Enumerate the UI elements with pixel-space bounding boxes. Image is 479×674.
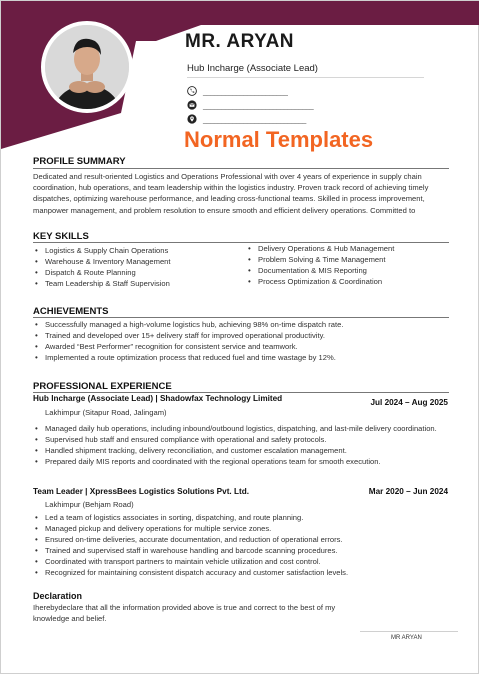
location-value: ____________________________ [203,114,306,124]
contact-phone [187,86,287,96]
email-icon [187,100,197,110]
job-duty-item: • Recognized for maintaining consistent dispatch accuracy and customer satisfaction levels. [33,567,348,578]
job-duty-item: • Trained and supervised staff in warehouse handling and barcode scanning procedures. [33,545,348,556]
declaration-line: Iherebydeclare that all the information provided above is true and correct to the best of my [33,603,336,612]
skill-item: • Warehouse & Inventory Management [33,256,171,267]
achievements-heading: ACHIEVEMENTS [33,306,109,317]
job-location: Lakhimpur (Behjam Road) [45,500,134,509]
job-duty-item: • Handled shipment tracking, delivery reconciliation, and customer escalation management. [33,445,437,456]
achievements-divider [33,317,449,318]
skill-item: • Dispatch & Route Planning [33,267,171,278]
declaration-heading: Declaration [33,591,83,601]
contact-location [187,114,306,124]
job-duty-item: • Managed daily hub operations, including inbound/outbound logistics, dispatching, and last-mile delivery coordination. [33,423,437,434]
experience-divider [33,392,449,393]
achievement-item: • Awarded “Best Performer” recognition for consistent service and teamwork. [33,341,343,352]
profile-heading: PROFILE SUMMARY [33,156,126,167]
declaration-line: knowledge and belief. [33,614,107,623]
email-value: ______________________________ [203,100,314,110]
skill-item: • Problem Solving & Time Management [246,254,394,265]
candidate-role: Hub Incharge (Associate Lead) [187,63,318,74]
skill-item: • Logistics & Supply Chain Operations [33,245,171,256]
role-divider [187,77,424,78]
job-duty-item: • Managed pickup and delivery operations for multiple service zones. [33,523,348,534]
job-title: Hub Incharge (Associate Lead) | Shadowfax Technology Limited [33,394,283,403]
skill-item: • Delivery Operations & Hub Management [246,243,394,254]
job-duty-item: • Supervised hub staff and ensured compliance with operational and safety protocols. [33,434,437,445]
job-title: Team Leader | XpressBees Logistics Solutions Pvt. Ltd. [33,487,249,496]
profile-line: coordination, hub operations, and team leadership within the logistics industry. Proven track record of achieving timely [33,183,429,193]
phone-value: _______________________ [203,86,288,96]
skill-item: • Team Leadership & Staff Supervision [33,278,171,289]
skill-item: • Documentation & MIS Reporting [246,265,394,276]
job-duty-item: • Prepared daily MIS reports and coordinated with the regional operations team for smooth execution. [33,456,437,467]
profile-line: manpower management, and problem resolution to ensure smooth and efficient delivery operations. Committed to [33,205,416,215]
contact-email [187,100,313,110]
declaration-text [33,602,383,624]
skills-list-left [33,245,171,289]
achievement-item: • Implemented a route optimization process that reduced fuel and time wastage by 12%. [33,352,343,363]
signature-line [360,631,458,632]
candidate-name: MR. ARYAN [185,31,295,52]
profile-line: dispatches, optimizing warehouse performance, and leading cross-functional teams. Skilled in process improvement, [33,194,425,204]
achievement-item: • Successfully managed a high-volume logistics hub, achieving 98% on-time dispatch rate. [33,319,343,330]
profile-summary [33,171,465,216]
profile-divider [33,168,449,169]
job-dates: Mar 2020 – Jun 2024 [368,487,448,496]
job-dates: Jul 2024 – Aug 2025 [370,398,448,407]
location-icon [187,114,197,124]
job-duties-list [33,423,437,467]
skills-list-right [246,243,394,287]
profile-line: Dedicated and result-oriented Logistics and Operations Professional with over 4 years of experience in supply chain [33,172,422,181]
phone-icon [187,86,197,96]
job-location: Lakhimpur (Sitapur Road, Jalingam) [45,408,167,417]
job-duties-list [33,512,348,578]
job-duty-item: • Coordinated with transport partners to maintain vehicle utilization and cost control. [33,556,348,567]
experience-heading: PROFESSIONAL EXPERIENCE [33,381,172,392]
job-duty-item: • Led a team of logistics associates in sorting, dispatching, and route planning. [33,512,348,523]
achievements-list [33,319,343,363]
skill-item: • Process Optimization & Coordination [246,276,394,287]
achievement-item: • Trained and developed over 15+ delivery staff for improved operational productivity. [33,330,343,341]
profile-photo [41,21,133,113]
signature-name: MR ARYAN [391,635,422,641]
skills-heading: KEY SKILLS [33,231,89,242]
watermark-text: Normal Templates [184,127,374,152]
job-duty-item: • Ensured on-time deliveries, accurate documentation, and reduction of operational errors. [33,534,348,545]
